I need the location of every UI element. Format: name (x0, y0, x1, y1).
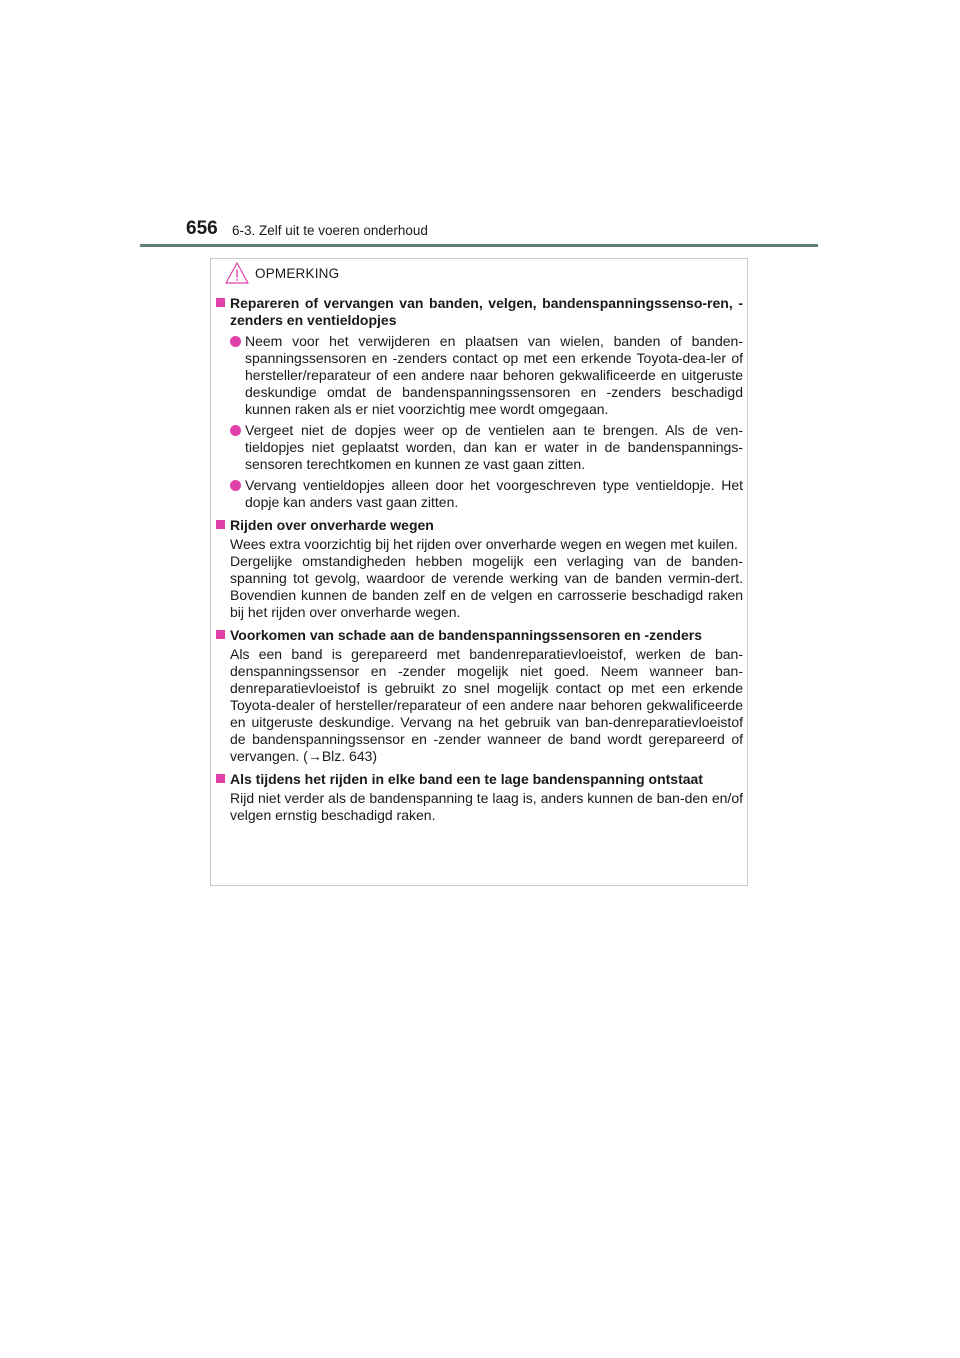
topic-title: Rijden over onverharde wegen (230, 517, 743, 534)
bullet-item (230, 333, 743, 418)
square-bullet-icon (216, 298, 225, 307)
section-title: 6-3. Zelf uit te voeren onderhoud (232, 223, 428, 238)
topic-low-pressure (215, 771, 743, 824)
page-number: 656 (186, 218, 218, 239)
bullet-item (230, 422, 743, 473)
topic-paragraph: Wees extra voorzichtig bij het rijden over onverharde wegen en wegen met kuilen. (230, 536, 738, 552)
notice-box (210, 258, 748, 886)
topic-repair (215, 295, 743, 511)
bullet-text: Neem voor het verwijderen en plaatsen van wielen, banden of banden-spanningssensoren en -zenders contact op met een erkende Toyota-dea-ler of hersteller/reparateur of een andere naar behoren gekwalificeerde en uitgeruste deskundige omdat de bandenspanningssensoren en -zenders beschadigd kunnen raken als er niet voorzichtig mee wordt omgegaan. (245, 333, 743, 417)
bullet-text: Vervang ventieldopjes alleen door het voorgeschreven type ventieldopje. Het dopje kan anders vast gaan zitten. (245, 477, 743, 510)
dot-bullet-icon (230, 480, 241, 491)
dot-bullet-icon (230, 336, 241, 347)
header-rule (140, 244, 818, 247)
topic-rough-roads (215, 517, 743, 621)
warning-triangle-icon (225, 261, 249, 285)
topic-sensor-damage (215, 627, 743, 765)
bullet-item (230, 477, 743, 511)
topic-title: Als tijdens het rijden in elke band een te lage bandenspanning ontstaat (230, 771, 743, 788)
square-bullet-icon (216, 774, 225, 783)
square-bullet-icon (216, 630, 225, 639)
square-bullet-icon (216, 520, 225, 529)
topic-title: Repareren of vervangen van banden, velgen, bandenspanningssenso-ren, -zenders en ventieldopjes (230, 295, 743, 329)
topic-paragraph: Dergelijke omstandigheden hebben mogelijk een verlaging van de banden-spanning tot gevolg, waardoor de verende werking van de banden vermin-dert. Bovendien kunnen de banden zelf en de velgen en carrosserie beschadigd raken bij het rijden over onverharde wegen. (230, 553, 743, 620)
notice-body (215, 295, 743, 828)
dot-bullet-icon (230, 425, 241, 436)
topic-title: Voorkomen van schade aan de bandenspanningssensoren en -zenders (230, 627, 743, 644)
notice-header (225, 259, 339, 287)
notice-label: OPMERKING (255, 265, 340, 281)
bullet-text: Vergeet niet de dopjes weer op de ventielen aan te brengen. Als de ven-tieldopjes niet geplaatst worden, dan kan er water in de bandenspannings-sensoren terechtkomen en kunnen ze vast gaan zitten. (245, 422, 743, 472)
topic-paragraph: Als een band is gerepareerd met bandenreparatievloeistof, werken de ban-denspanningssensor en -zender mogelijk niet goed. Neem wanneer ban-denreparatievloeistof is gebruikt zo snel mogelijk contact op met een erkende Toyota-dealer of hersteller/reparateur of een andere naar behoren gekwalificeerde en uitgeruste deskundige. Vervang na het gebruik van ban-denreparatievloeistof de bandenspanningssensor en -zender wanneer de band wordt gerepareerd of vervangen. (→Blz. 643) (230, 646, 743, 764)
topic-paragraph: Rijd niet verder als de bandenspanning te laag is, anders kunnen de ban-den en/of velgen ernstig beschadigd raken. (230, 790, 743, 823)
